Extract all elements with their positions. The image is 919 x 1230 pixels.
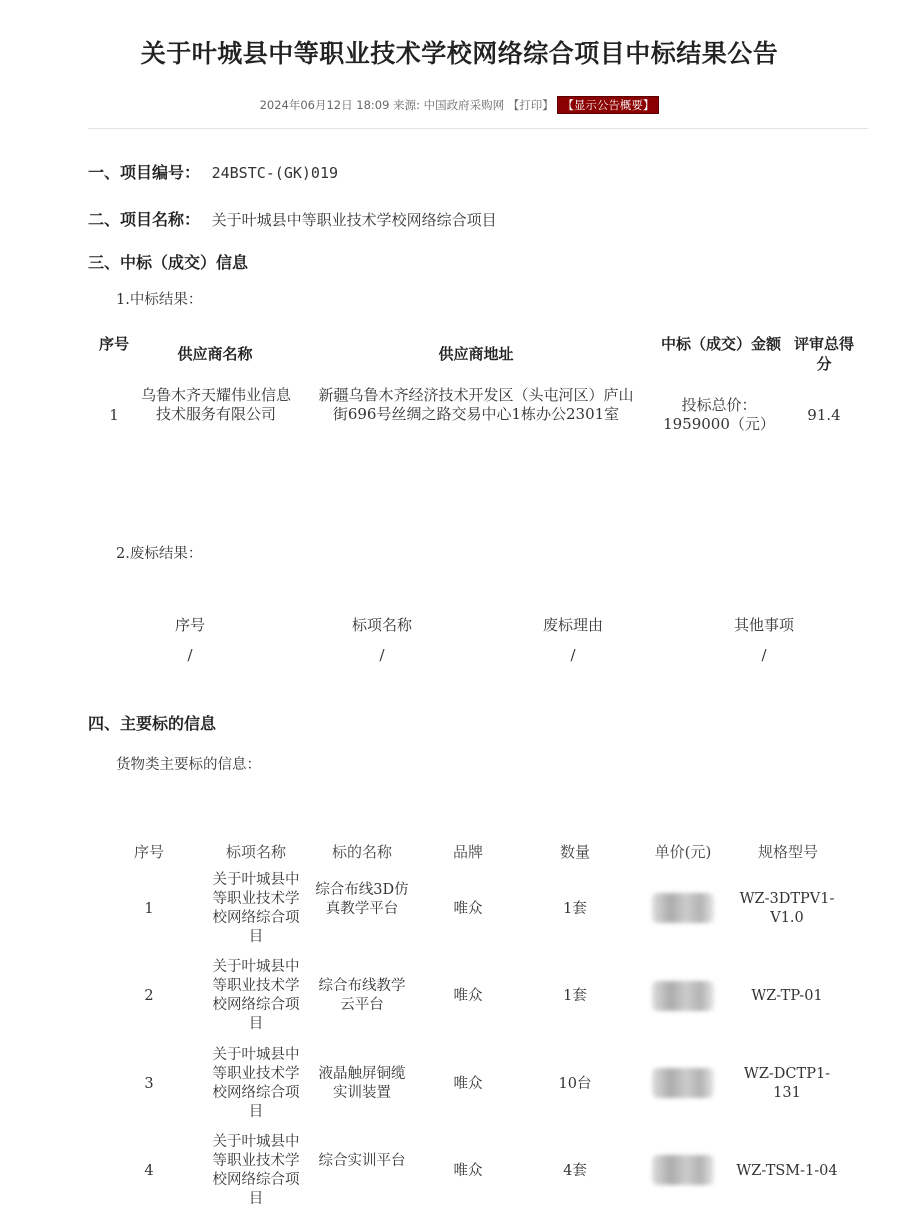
publish-date: 2024年06月12日 18:09 xyxy=(259,98,390,112)
award-row-address: 新疆乌鲁木齐经济技术开发区（头屯河区）庐山街696号丝绸之路交易中心1栋办公2301室 xyxy=(318,386,634,423)
goods-cell-item: 关于叶城县中等职业技术学校网络综合项目 xyxy=(212,1047,300,1120)
goods-cell-qty: 1套 xyxy=(563,988,587,1004)
goods-cell-brand: 唯众 xyxy=(453,1163,483,1179)
goods-col-item: 标项名称 xyxy=(225,843,286,861)
goods-label: 货物类主要标的信息： xyxy=(116,757,261,773)
goods-cell-price-redacted xyxy=(652,981,714,1011)
goods-cell-brand: 唯众 xyxy=(453,1076,483,1092)
award-col-amount: 中标（成交）金额 xyxy=(660,335,781,353)
award-result-label: 1.中标结果： xyxy=(116,292,203,308)
page-title: 关于叶城县中等职业技术学校网络综合项目中标结果公告 xyxy=(140,39,779,68)
project-number: 24BSTC-(GK)019 xyxy=(211,164,339,182)
source-label: 来源: xyxy=(393,98,420,112)
goods-cell-subject: 综合实训平台 xyxy=(318,1153,406,1169)
goods-cell-model: WZ-TSM-1-04 xyxy=(736,1163,838,1179)
award-col-address: 供应商地址 xyxy=(438,345,514,363)
invalid-row-no: / xyxy=(187,646,193,664)
invalid-col-no: 序号 xyxy=(174,616,205,634)
goods-cell-price-redacted xyxy=(652,1068,714,1098)
header-divider xyxy=(88,128,868,129)
goods-col-qty: 数量 xyxy=(559,843,590,861)
goods-cell-price-redacted xyxy=(652,893,714,923)
goods-col-brand: 品牌 xyxy=(452,843,483,861)
goods-cell-price-redacted xyxy=(652,1155,714,1185)
award-row-score: 91.4 xyxy=(807,406,841,424)
show-summary-button[interactable]: 【显示公告概要】 xyxy=(557,96,659,114)
award-col-name: 供应商名称 xyxy=(177,345,253,363)
goods-cell-model: WZ-DCTP1-131 xyxy=(743,1066,831,1101)
goods-cell-no: 1 xyxy=(144,901,154,917)
goods-cell-subject: 综合布线教学云平台 xyxy=(318,978,406,1013)
goods-cell-no: 3 xyxy=(144,1076,154,1092)
goods-cell-subject: 液晶触屏铜缆实训装置 xyxy=(318,1066,406,1101)
goods-col-model: 规格型号 xyxy=(757,843,818,861)
award-col-no: 序号 xyxy=(98,335,129,353)
section-project-name xyxy=(88,207,497,230)
section-heading: 一、项目编号： xyxy=(88,163,201,182)
invalid-row-reason: / xyxy=(570,646,576,664)
invalid-col-item: 标项名称 xyxy=(351,616,412,634)
goods-cell-no: 2 xyxy=(144,988,154,1004)
print-link[interactable]: 【打印】 xyxy=(507,98,554,112)
invalid-col-other: 其他事项 xyxy=(733,616,794,634)
section-heading: 二、项目名称： xyxy=(88,210,201,229)
goods-cell-brand: 唯众 xyxy=(453,988,483,1004)
award-row-supplier: 乌鲁木齐天耀伟业信息技术服务有限公司 xyxy=(140,386,291,423)
award-row-amount: 投标总价：1959000（元） xyxy=(663,396,775,433)
invalid-result-label: 2.废标结果： xyxy=(116,546,203,562)
goods-cell-qty: 4套 xyxy=(563,1163,587,1179)
invalid-row-item: / xyxy=(379,646,385,664)
goods-cell-no: 4 xyxy=(144,1163,154,1179)
section-main-items: 四、主要标的信息 xyxy=(88,714,217,733)
article-meta xyxy=(0,97,919,113)
award-row-no: 1 xyxy=(109,406,119,424)
goods-col-no: 序号 xyxy=(133,843,164,861)
goods-col-subject: 标的名称 xyxy=(331,843,392,861)
section-award-info: 三、中标（成交）信息 xyxy=(88,253,249,272)
project-name: 关于叶城县中等职业技术学校网络综合项目 xyxy=(211,211,497,229)
invalid-col-reason: 废标理由 xyxy=(542,616,603,634)
goods-cell-qty: 10台 xyxy=(558,1076,592,1092)
invalid-row-other: / xyxy=(761,646,767,664)
goods-cell-model: WZ-TP-01 xyxy=(751,988,823,1004)
section-project-number xyxy=(88,160,338,183)
goods-cell-item: 关于叶城县中等职业技术学校网络综合项目 xyxy=(212,959,300,1032)
goods-cell-qty: 1套 xyxy=(563,901,587,917)
goods-cell-model: WZ-3DTPV1-V1.0 xyxy=(739,891,835,926)
award-col-score: 评审总得分 xyxy=(794,335,855,373)
goods-cell-subject: 综合布线3D仿真教学平台 xyxy=(315,882,409,917)
goods-cell-item: 关于叶城县中等职业技术学校网络综合项目 xyxy=(212,872,300,945)
source-link[interactable]: 中国政府采购网 xyxy=(423,98,505,112)
goods-cell-item: 关于叶城县中等职业技术学校网络综合项目 xyxy=(212,1134,300,1207)
goods-col-price: 单价(元) xyxy=(654,843,712,861)
goods-cell-brand: 唯众 xyxy=(453,901,483,917)
